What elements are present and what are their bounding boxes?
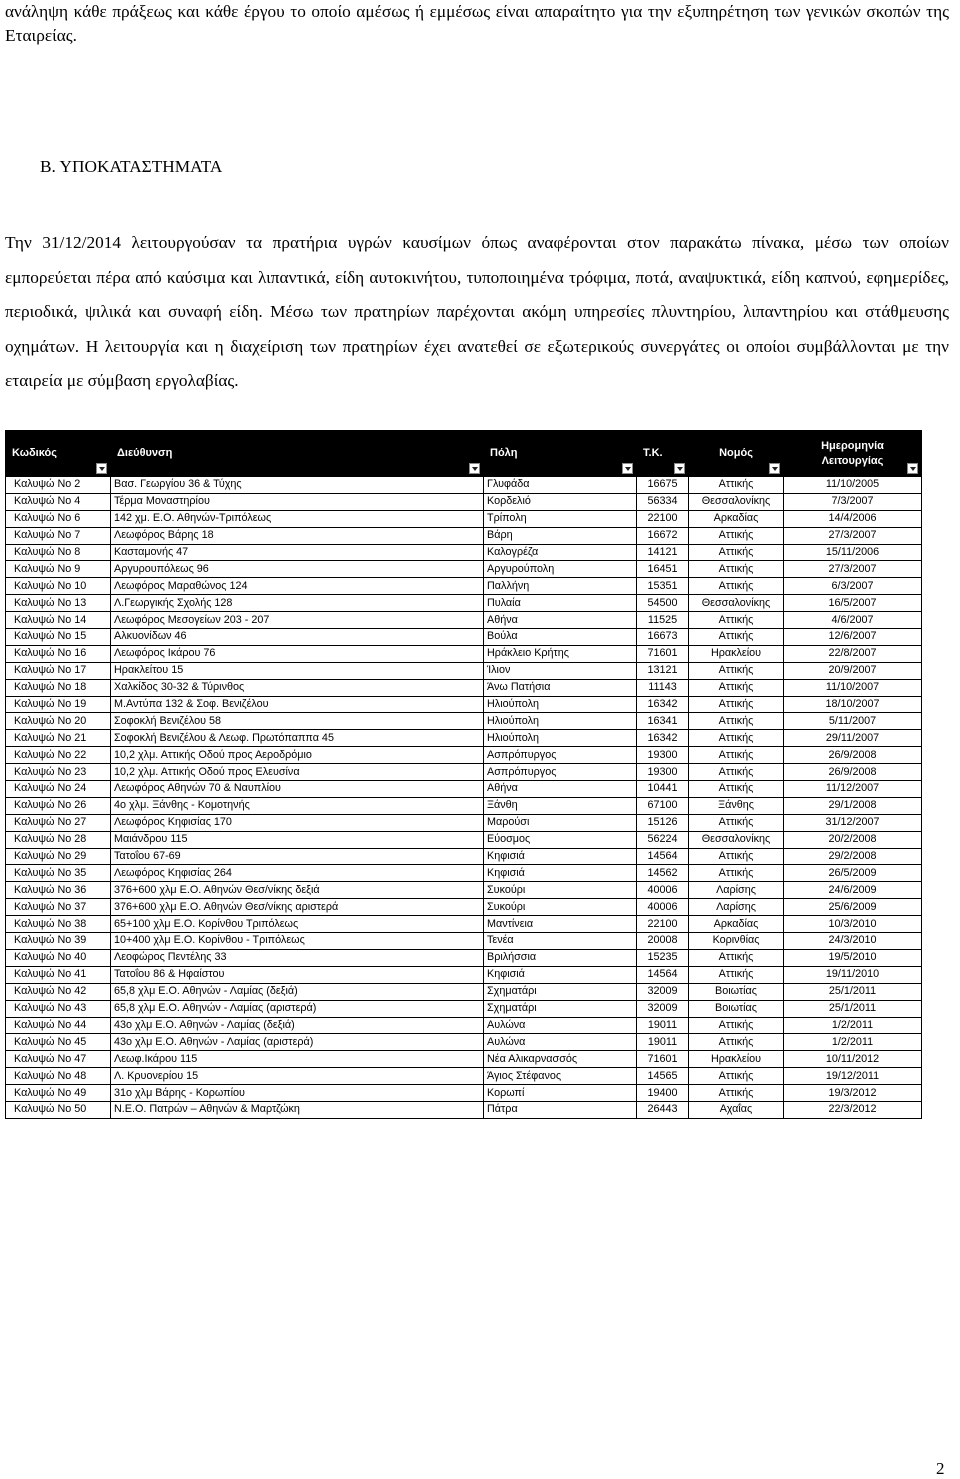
- cell-city: Παλλήνη: [484, 578, 637, 595]
- cell-code: Καλυψώ Νο 13: [6, 595, 111, 612]
- cell-date: 26/5/2009: [784, 865, 922, 882]
- cell-date: 25/1/2011: [784, 983, 922, 1000]
- table-row: [6, 1034, 922, 1051]
- cell-city: Βάρη: [484, 527, 637, 544]
- cell-postcode: 71601: [637, 1051, 689, 1068]
- cell-address: 10,2 χλμ. Αττικής Οδού προς Ελευσίνα: [111, 764, 484, 781]
- table-row: [6, 814, 922, 831]
- cell-date: 16/5/2007: [784, 595, 922, 612]
- header-label: Κωδικός: [12, 447, 57, 459]
- cell-postcode: 13121: [637, 662, 689, 679]
- cell-address: 43ο χλμ Ε.Ο. Αθηνών - Λαμίας (δεξιά): [111, 1017, 484, 1034]
- cell-postcode: 19300: [637, 764, 689, 781]
- cell-address: Λεωφόρος Κηφισίας 170: [111, 814, 484, 831]
- cell-address: Ηρακλείτου 15: [111, 662, 484, 679]
- cell-prefecture: Αττικής: [689, 629, 784, 646]
- cell-date: 19/12/2011: [784, 1068, 922, 1085]
- cell-postcode: 40006: [637, 882, 689, 899]
- cell-date: 20/9/2007: [784, 662, 922, 679]
- cell-code: Καλυψώ Νο 10: [6, 578, 111, 595]
- cell-postcode: 67100: [637, 797, 689, 814]
- cell-code: Καλυψώ Νο 7: [6, 527, 111, 544]
- cell-code: Καλυψώ Νο 47: [6, 1051, 111, 1068]
- cell-address: 10+400 χλμ Ε.Ο. Κορίνθου - Τριπόλεως: [111, 933, 484, 950]
- cell-city: Κηφισιά: [484, 966, 637, 983]
- cell-date: 31/12/2007: [784, 814, 922, 831]
- cell-prefecture: Λαρίσης: [689, 899, 784, 916]
- cell-code: Καλυψώ Νο 42: [6, 983, 111, 1000]
- header-city: [484, 431, 637, 477]
- cell-date: 24/3/2010: [784, 933, 922, 950]
- cell-code: Καλυψώ Νο 16: [6, 645, 111, 662]
- cell-code: Καλυψώ Νο 2: [6, 477, 111, 494]
- cell-prefecture: Θεσσαλονίκης: [689, 595, 784, 612]
- cell-date: 26/9/2008: [784, 747, 922, 764]
- cell-address: 43ο χλμ Ε.Ο. Αθηνών - Λαμίας (αριστερά): [111, 1034, 484, 1051]
- cell-date: 22/8/2007: [784, 645, 922, 662]
- cell-address: 65,8 χλμ Ε.Ο. Αθηνών - Λαμίας (αριστερά): [111, 1000, 484, 1017]
- cell-address: Λεωφόρος Βάρης 18: [111, 527, 484, 544]
- cell-code: Καλυψώ Νο 39: [6, 933, 111, 950]
- cell-code: Καλυψώ Νο 43: [6, 1000, 111, 1017]
- cell-date: 12/6/2007: [784, 629, 922, 646]
- cell-postcode: 14564: [637, 848, 689, 865]
- cell-address: 142 χμ. Ε.Ο. Αθηνών-Τριπόλεως: [111, 510, 484, 527]
- cell-address: Σοφοκλή Βενιζέλου 58: [111, 713, 484, 730]
- cell-date: 26/9/2008: [784, 764, 922, 781]
- cell-prefecture: Αττικής: [689, 764, 784, 781]
- cell-date: 11/10/2005: [784, 477, 922, 494]
- cell-city: Αθήνα: [484, 612, 637, 629]
- cell-prefecture: Αττικής: [689, 578, 784, 595]
- table-row: [6, 527, 922, 544]
- cell-city: Συκούρι: [484, 899, 637, 916]
- cell-address: Τατοΐου 67-69: [111, 848, 484, 865]
- filter-dropdown-icon[interactable]: [96, 463, 107, 474]
- cell-city: Ξάνθη: [484, 797, 637, 814]
- cell-address: 4ο χλμ. Ξάνθης - Κομοτηνής: [111, 797, 484, 814]
- cell-postcode: 56334: [637, 493, 689, 510]
- cell-prefecture: Αττικής: [689, 696, 784, 713]
- cell-code: Καλυψώ Νο 37: [6, 899, 111, 916]
- cell-code: Καλυψώ Νο 6: [6, 510, 111, 527]
- cell-city: Άγιος Στέφανος: [484, 1068, 637, 1085]
- cell-city: Αυλώνα: [484, 1017, 637, 1034]
- cell-postcode: 19011: [637, 1017, 689, 1034]
- cell-city: Κηφισιά: [484, 848, 637, 865]
- cell-postcode: 19400: [637, 1085, 689, 1102]
- cell-city: Εύοσμος: [484, 831, 637, 848]
- cell-date: 5/11/2007: [784, 713, 922, 730]
- cell-prefecture: Αττικής: [689, 1068, 784, 1085]
- cell-code: Καλυψώ Νο 29: [6, 848, 111, 865]
- cell-address: Ν.Ε.Ο. Πατρών – Αθηνών & Μαρτζώκη: [111, 1101, 484, 1118]
- cell-city: Ασπρόπυργος: [484, 764, 637, 781]
- page-number: 2: [936, 1459, 945, 1478]
- cell-postcode: 56224: [637, 831, 689, 848]
- cell-postcode: 19011: [637, 1034, 689, 1051]
- cell-city: Μαρούσι: [484, 814, 637, 831]
- cell-postcode: 32009: [637, 983, 689, 1000]
- cell-prefecture: Αττικής: [689, 848, 784, 865]
- table-row: [6, 544, 922, 561]
- table-row: [6, 966, 922, 983]
- cell-address: Λεοφώρος Πεντέλης 33: [111, 949, 484, 966]
- cell-postcode: 10441: [637, 781, 689, 798]
- table-row: [6, 797, 922, 814]
- cell-address: Λεωφόρος Μεσογείων 203 - 207: [111, 612, 484, 629]
- table-row: [6, 1101, 922, 1118]
- cell-postcode: 16342: [637, 730, 689, 747]
- table-row: [6, 916, 922, 933]
- cell-address: 10,2 χλμ. Αττικής Οδού προς Αεροδρόμιο: [111, 747, 484, 764]
- cell-postcode: 16341: [637, 713, 689, 730]
- cell-address: 65+100 χλμ Ε.Ο. Κορίνθου Τριπόλεως: [111, 916, 484, 933]
- cell-date: 6/3/2007: [784, 578, 922, 595]
- cell-code: Καλυψώ Νο 35: [6, 865, 111, 882]
- table-row: [6, 612, 922, 629]
- cell-postcode: 15235: [637, 949, 689, 966]
- cell-prefecture: Αττικής: [689, 865, 784, 882]
- body-paragraph: Την 31/12/2014 λειτουργούσαν τα πρατήρια υγρών καυσίμων όπως αναφέρονται στον παρακάτω πίνακα, μέσω των οποίων εμπορεύεται πέρα από καύσιμα και λιπαντικά, είδη αυτοκινήτου, τυποποιημένα τρόφιμα, ποτά, αναψυκτικά, είδη καπνού, εφημερίδες, περιοδικά, ψιλικά και συναφή είδη. Μέσω των πρατηρίων παρέχονται ακόμη υπηρεσίες πλυντηρίου, λιπαντηρίου και στάθμευσης οχημάτων. Η λειτουργία και η διαχείριση των πρατηρίων έχει ανατεθεί σε εξωτερικούς συνεργάτες οι οποίοι συμβάλλονται με την εταιρεία με σύμβαση εργολαβίας.: [5, 233, 949, 390]
- table-row: [6, 831, 922, 848]
- cell-prefecture: Αρκαδίας: [689, 510, 784, 527]
- header-date: [784, 431, 922, 477]
- header-label: Διεύθυνση: [117, 447, 173, 459]
- cell-address: Αλκυονίδων 46: [111, 629, 484, 646]
- cell-postcode: 16451: [637, 561, 689, 578]
- cell-date: 27/3/2007: [784, 561, 922, 578]
- cell-address: Λεωφόρος Μαραθώνος 124: [111, 578, 484, 595]
- header-postcode: [637, 431, 689, 477]
- cell-postcode: 14121: [637, 544, 689, 561]
- table-row: [6, 629, 922, 646]
- table-row: [6, 1068, 922, 1085]
- cell-postcode: 40006: [637, 899, 689, 916]
- cell-prefecture: Αττικής: [689, 561, 784, 578]
- cell-prefecture: Ηρακλείου: [689, 645, 784, 662]
- table-row: [6, 510, 922, 527]
- cell-date: 1/2/2011: [784, 1017, 922, 1034]
- cell-date: 18/10/2007: [784, 696, 922, 713]
- cell-prefecture: Ηρακλείου: [689, 1051, 784, 1068]
- cell-address: Λ.Γεωργικής Σχολής 128: [111, 595, 484, 612]
- cell-code: Καλυψώ Νο 44: [6, 1017, 111, 1034]
- cell-prefecture: Αττικής: [689, 527, 784, 544]
- cell-postcode: 16342: [637, 696, 689, 713]
- cell-postcode: 15351: [637, 578, 689, 595]
- table-row: [6, 1085, 922, 1102]
- cell-city: Σχηματάρι: [484, 1000, 637, 1017]
- cell-date: 29/1/2008: [784, 797, 922, 814]
- cell-postcode: 15126: [637, 814, 689, 831]
- cell-date: 4/6/2007: [784, 612, 922, 629]
- cell-date: 24/6/2009: [784, 882, 922, 899]
- cell-code: Καλυψώ Νο 41: [6, 966, 111, 983]
- cell-address: Αργυρουπόλεως 96: [111, 561, 484, 578]
- cell-address: Τέρμα Μοναστηρίου: [111, 493, 484, 510]
- cell-prefecture: Αρκαδίας: [689, 916, 784, 933]
- cell-prefecture: Θεσσαλονίκης: [689, 493, 784, 510]
- cell-code: Καλυψώ Νο 9: [6, 561, 111, 578]
- cell-city: Αργυρούπολη: [484, 561, 637, 578]
- table-row: [6, 933, 922, 950]
- cell-city: Αθήνα: [484, 781, 637, 798]
- cell-date: 14/4/2006: [784, 510, 922, 527]
- cell-code: Καλυψώ Νο 17: [6, 662, 111, 679]
- header-label: Τ.Κ.: [643, 447, 663, 459]
- cell-city: Βούλα: [484, 629, 637, 646]
- cell-address: Λεωφόρος Κηφισίας 264: [111, 865, 484, 882]
- cell-city: Σχηματάρι: [484, 983, 637, 1000]
- table-row: [6, 662, 922, 679]
- table-row: [6, 983, 922, 1000]
- cell-code: Καλυψώ Νο 23: [6, 764, 111, 781]
- cell-date: 27/3/2007: [784, 527, 922, 544]
- cell-prefecture: Αττικής: [689, 1085, 784, 1102]
- cell-address: Τατοΐου 86 & Ηφαίστου: [111, 966, 484, 983]
- table-row: [6, 949, 922, 966]
- table-row: [6, 848, 922, 865]
- cell-date: 1/2/2011: [784, 1034, 922, 1051]
- table-row: [6, 781, 922, 798]
- table-row: [6, 595, 922, 612]
- cell-address: Λεωφόρος Αθηνών 70 & Ναυπλίου: [111, 781, 484, 798]
- cell-code: Καλυψώ Νο 38: [6, 916, 111, 933]
- cell-prefecture: Αττικής: [689, 730, 784, 747]
- cell-prefecture: Ξάνθης: [689, 797, 784, 814]
- cell-prefecture: Αττικής: [689, 713, 784, 730]
- cell-postcode: 14565: [637, 1068, 689, 1085]
- cell-prefecture: Αττικής: [689, 679, 784, 696]
- cell-postcode: 20008: [637, 933, 689, 950]
- cell-city: Μαντίνεια: [484, 916, 637, 933]
- cell-code: Καλυψώ Νο 49: [6, 1085, 111, 1102]
- cell-code: Καλυψώ Νο 40: [6, 949, 111, 966]
- cell-postcode: 16675: [637, 477, 689, 494]
- cell-prefecture: Αττικής: [689, 814, 784, 831]
- filter-dropdown-icon[interactable]: [907, 463, 918, 474]
- cell-code: Καλυψώ Νο 15: [6, 629, 111, 646]
- table-row: [6, 865, 922, 882]
- cell-address: Λεωφόρος Ικάρου 76: [111, 645, 484, 662]
- cell-address: Σοφοκλή Βενιζέλου & Λεωφ. Πρωτόπαππα 45: [111, 730, 484, 747]
- cell-prefecture: Αττικής: [689, 477, 784, 494]
- cell-postcode: 19300: [637, 747, 689, 764]
- cell-date: 10/11/2012: [784, 1051, 922, 1068]
- table-header-row: [6, 431, 922, 477]
- table-row: [6, 578, 922, 595]
- cell-date: 7/3/2007: [784, 493, 922, 510]
- cell-postcode: 22100: [637, 510, 689, 527]
- cell-postcode: 22100: [637, 916, 689, 933]
- table-row: [6, 1051, 922, 1068]
- cell-code: Καλυψώ Νο 24: [6, 781, 111, 798]
- cell-address: 31ο χλμ Βάρης - Κορωπίου: [111, 1085, 484, 1102]
- cell-date: 11/10/2007: [784, 679, 922, 696]
- cell-city: Ασπρόπυργος: [484, 747, 637, 764]
- cell-postcode: 32009: [637, 1000, 689, 1017]
- cell-code: Καλυψώ Νο 50: [6, 1101, 111, 1118]
- cell-code: Καλυψώ Νο 14: [6, 612, 111, 629]
- cell-date: 11/12/2007: [784, 781, 922, 798]
- cell-date: 15/11/2006: [784, 544, 922, 561]
- table-row: [6, 493, 922, 510]
- cell-city: Κηφισιά: [484, 865, 637, 882]
- table-row: [6, 561, 922, 578]
- cell-city: Πυλαία: [484, 595, 637, 612]
- cell-prefecture: Αττικής: [689, 966, 784, 983]
- cell-address: 376+600 χλμ Ε.Ο. Αθηνών Θεσ/νίκης αριστερά: [111, 899, 484, 916]
- cell-code: Καλυψώ Νο 8: [6, 544, 111, 561]
- header-label: Πόλη: [490, 447, 518, 459]
- cell-address: Μ.Αντύπα 132 & Σοφ. Βενιζέλου: [111, 696, 484, 713]
- cell-code: Καλυψώ Νο 18: [6, 679, 111, 696]
- cell-address: Χαλκίδος 30-32 & Τύρινθος: [111, 679, 484, 696]
- cell-code: Καλυψώ Νο 22: [6, 747, 111, 764]
- header-label: Ημερομηνία Λειτουργίας: [821, 439, 884, 467]
- cell-date: 25/1/2011: [784, 1000, 922, 1017]
- cell-code: Καλυψώ Νο 48: [6, 1068, 111, 1085]
- cell-city: Κορωπί: [484, 1085, 637, 1102]
- cell-prefecture: Αττικής: [689, 747, 784, 764]
- cell-date: 19/11/2010: [784, 966, 922, 983]
- header-prefecture: [689, 431, 784, 477]
- cell-address: 376+600 χλμ Ε.Ο. Αθηνών Θεσ/νίκης δεξιά: [111, 882, 484, 899]
- cell-prefecture: Θεσσαλονίκης: [689, 831, 784, 848]
- cell-postcode: 11143: [637, 679, 689, 696]
- cell-address: 65,8 χλμ Ε.Ο. Αθηνών - Λαμίας (δεξιά): [111, 983, 484, 1000]
- cell-city: Καλογρέζα: [484, 544, 637, 561]
- cell-date: 19/3/2012: [784, 1085, 922, 1102]
- cell-address: Κασταμονής 47: [111, 544, 484, 561]
- cell-date: 25/6/2009: [784, 899, 922, 916]
- cell-postcode: 26443: [637, 1101, 689, 1118]
- cell-prefecture: Αττικής: [689, 1034, 784, 1051]
- table-row: [6, 477, 922, 494]
- section-heading: Β. ΥΠΟΚΑΤΑΣΤΗΜΑΤΑ: [40, 157, 223, 176]
- table-row: [6, 645, 922, 662]
- cell-postcode: 16672: [637, 527, 689, 544]
- cell-city: Ηλιούπολη: [484, 730, 637, 747]
- cell-code: Καλυψώ Νο 20: [6, 713, 111, 730]
- cell-city: Πάτρα: [484, 1101, 637, 1118]
- cell-postcode: 14562: [637, 865, 689, 882]
- cell-address: Βασ. Γεωργίου 36 & Τύχης: [111, 477, 484, 494]
- cell-prefecture: Κορινθίας: [689, 933, 784, 950]
- cell-prefecture: Αττικής: [689, 781, 784, 798]
- cell-postcode: 16673: [637, 629, 689, 646]
- table-row: [6, 764, 922, 781]
- cell-date: 19/5/2010: [784, 949, 922, 966]
- cell-code: Καλυψώ Νο 36: [6, 882, 111, 899]
- cell-city: Γλυφάδα: [484, 477, 637, 494]
- cell-postcode: 71601: [637, 645, 689, 662]
- filter-dropdown-icon[interactable]: [469, 463, 480, 474]
- table-row: [6, 713, 922, 730]
- cell-prefecture: Αττικής: [689, 544, 784, 561]
- table-row: [6, 747, 922, 764]
- table-body: [6, 477, 922, 1119]
- cell-postcode: 54500: [637, 595, 689, 612]
- cell-city: Αυλώνα: [484, 1034, 637, 1051]
- cell-city: Ηράκλειο Κρήτης: [484, 645, 637, 662]
- cell-date: 20/2/2008: [784, 831, 922, 848]
- cell-code: Καλυψώ Νο 45: [6, 1034, 111, 1051]
- cell-city: Νέα Αλικαρνασσός: [484, 1051, 637, 1068]
- cell-prefecture: Αττικής: [689, 612, 784, 629]
- cell-date: 22/3/2012: [784, 1101, 922, 1118]
- cell-code: Καλυψώ Νο 26: [6, 797, 111, 814]
- cell-prefecture: Βοιωτίας: [689, 1000, 784, 1017]
- cell-code: Καλυψώ Νο 28: [6, 831, 111, 848]
- cell-postcode: 14564: [637, 966, 689, 983]
- cell-prefecture: Αττικής: [689, 1017, 784, 1034]
- filter-dropdown-icon[interactable]: [622, 463, 633, 474]
- intro-text: ανάληψη κάθε πράξεως και κάθε έργου το οποίο αμέσως ή εμμέσως είναι απαραίτητο για την εξυπηρέτηση των γενικών σκοπών της Εταιρείας.: [5, 2, 949, 45]
- filter-dropdown-icon[interactable]: [769, 463, 780, 474]
- table-row: [6, 730, 922, 747]
- filter-dropdown-icon[interactable]: [674, 463, 685, 474]
- cell-address: Μαιάνδρου 115: [111, 831, 484, 848]
- cell-city: Ίλιον: [484, 662, 637, 679]
- cell-prefecture: Αττικής: [689, 662, 784, 679]
- stations-table: [5, 430, 922, 1119]
- cell-prefecture: Αττικής: [689, 949, 784, 966]
- cell-date: 10/3/2010: [784, 916, 922, 933]
- table-row: [6, 899, 922, 916]
- header-code: [6, 431, 111, 477]
- cell-prefecture: Αχαΐας: [689, 1101, 784, 1118]
- table-row: [6, 882, 922, 899]
- table-row: [6, 679, 922, 696]
- cell-code: Καλυψώ Νο 4: [6, 493, 111, 510]
- cell-code: Καλυψώ Νο 27: [6, 814, 111, 831]
- cell-prefecture: Βοιωτίας: [689, 983, 784, 1000]
- cell-city: Βριλήσσια: [484, 949, 637, 966]
- cell-code: Καλυψώ Νο 21: [6, 730, 111, 747]
- cell-city: Ηλιούπολη: [484, 696, 637, 713]
- table-row: [6, 696, 922, 713]
- cell-code: Καλυψώ Νο 19: [6, 696, 111, 713]
- table-row: [6, 1017, 922, 1034]
- cell-city: Τενέα: [484, 933, 637, 950]
- cell-prefecture: Λαρίσης: [689, 882, 784, 899]
- cell-date: 29/2/2008: [784, 848, 922, 865]
- cell-city: Ηλιούπολη: [484, 713, 637, 730]
- header-label: Νομός: [719, 447, 753, 459]
- cell-city: Συκούρι: [484, 882, 637, 899]
- table-row: [6, 1000, 922, 1017]
- cell-city: Άνω Πατήσια: [484, 679, 637, 696]
- cell-city: Κορδελιό: [484, 493, 637, 510]
- cell-address: Λεωφ.Ικάρου 115: [111, 1051, 484, 1068]
- cell-date: 29/11/2007: [784, 730, 922, 747]
- cell-address: Λ. Κρυονερίου 15: [111, 1068, 484, 1085]
- cell-city: Τρίπολη: [484, 510, 637, 527]
- header-address: [111, 431, 484, 477]
- cell-postcode: 11525: [637, 612, 689, 629]
